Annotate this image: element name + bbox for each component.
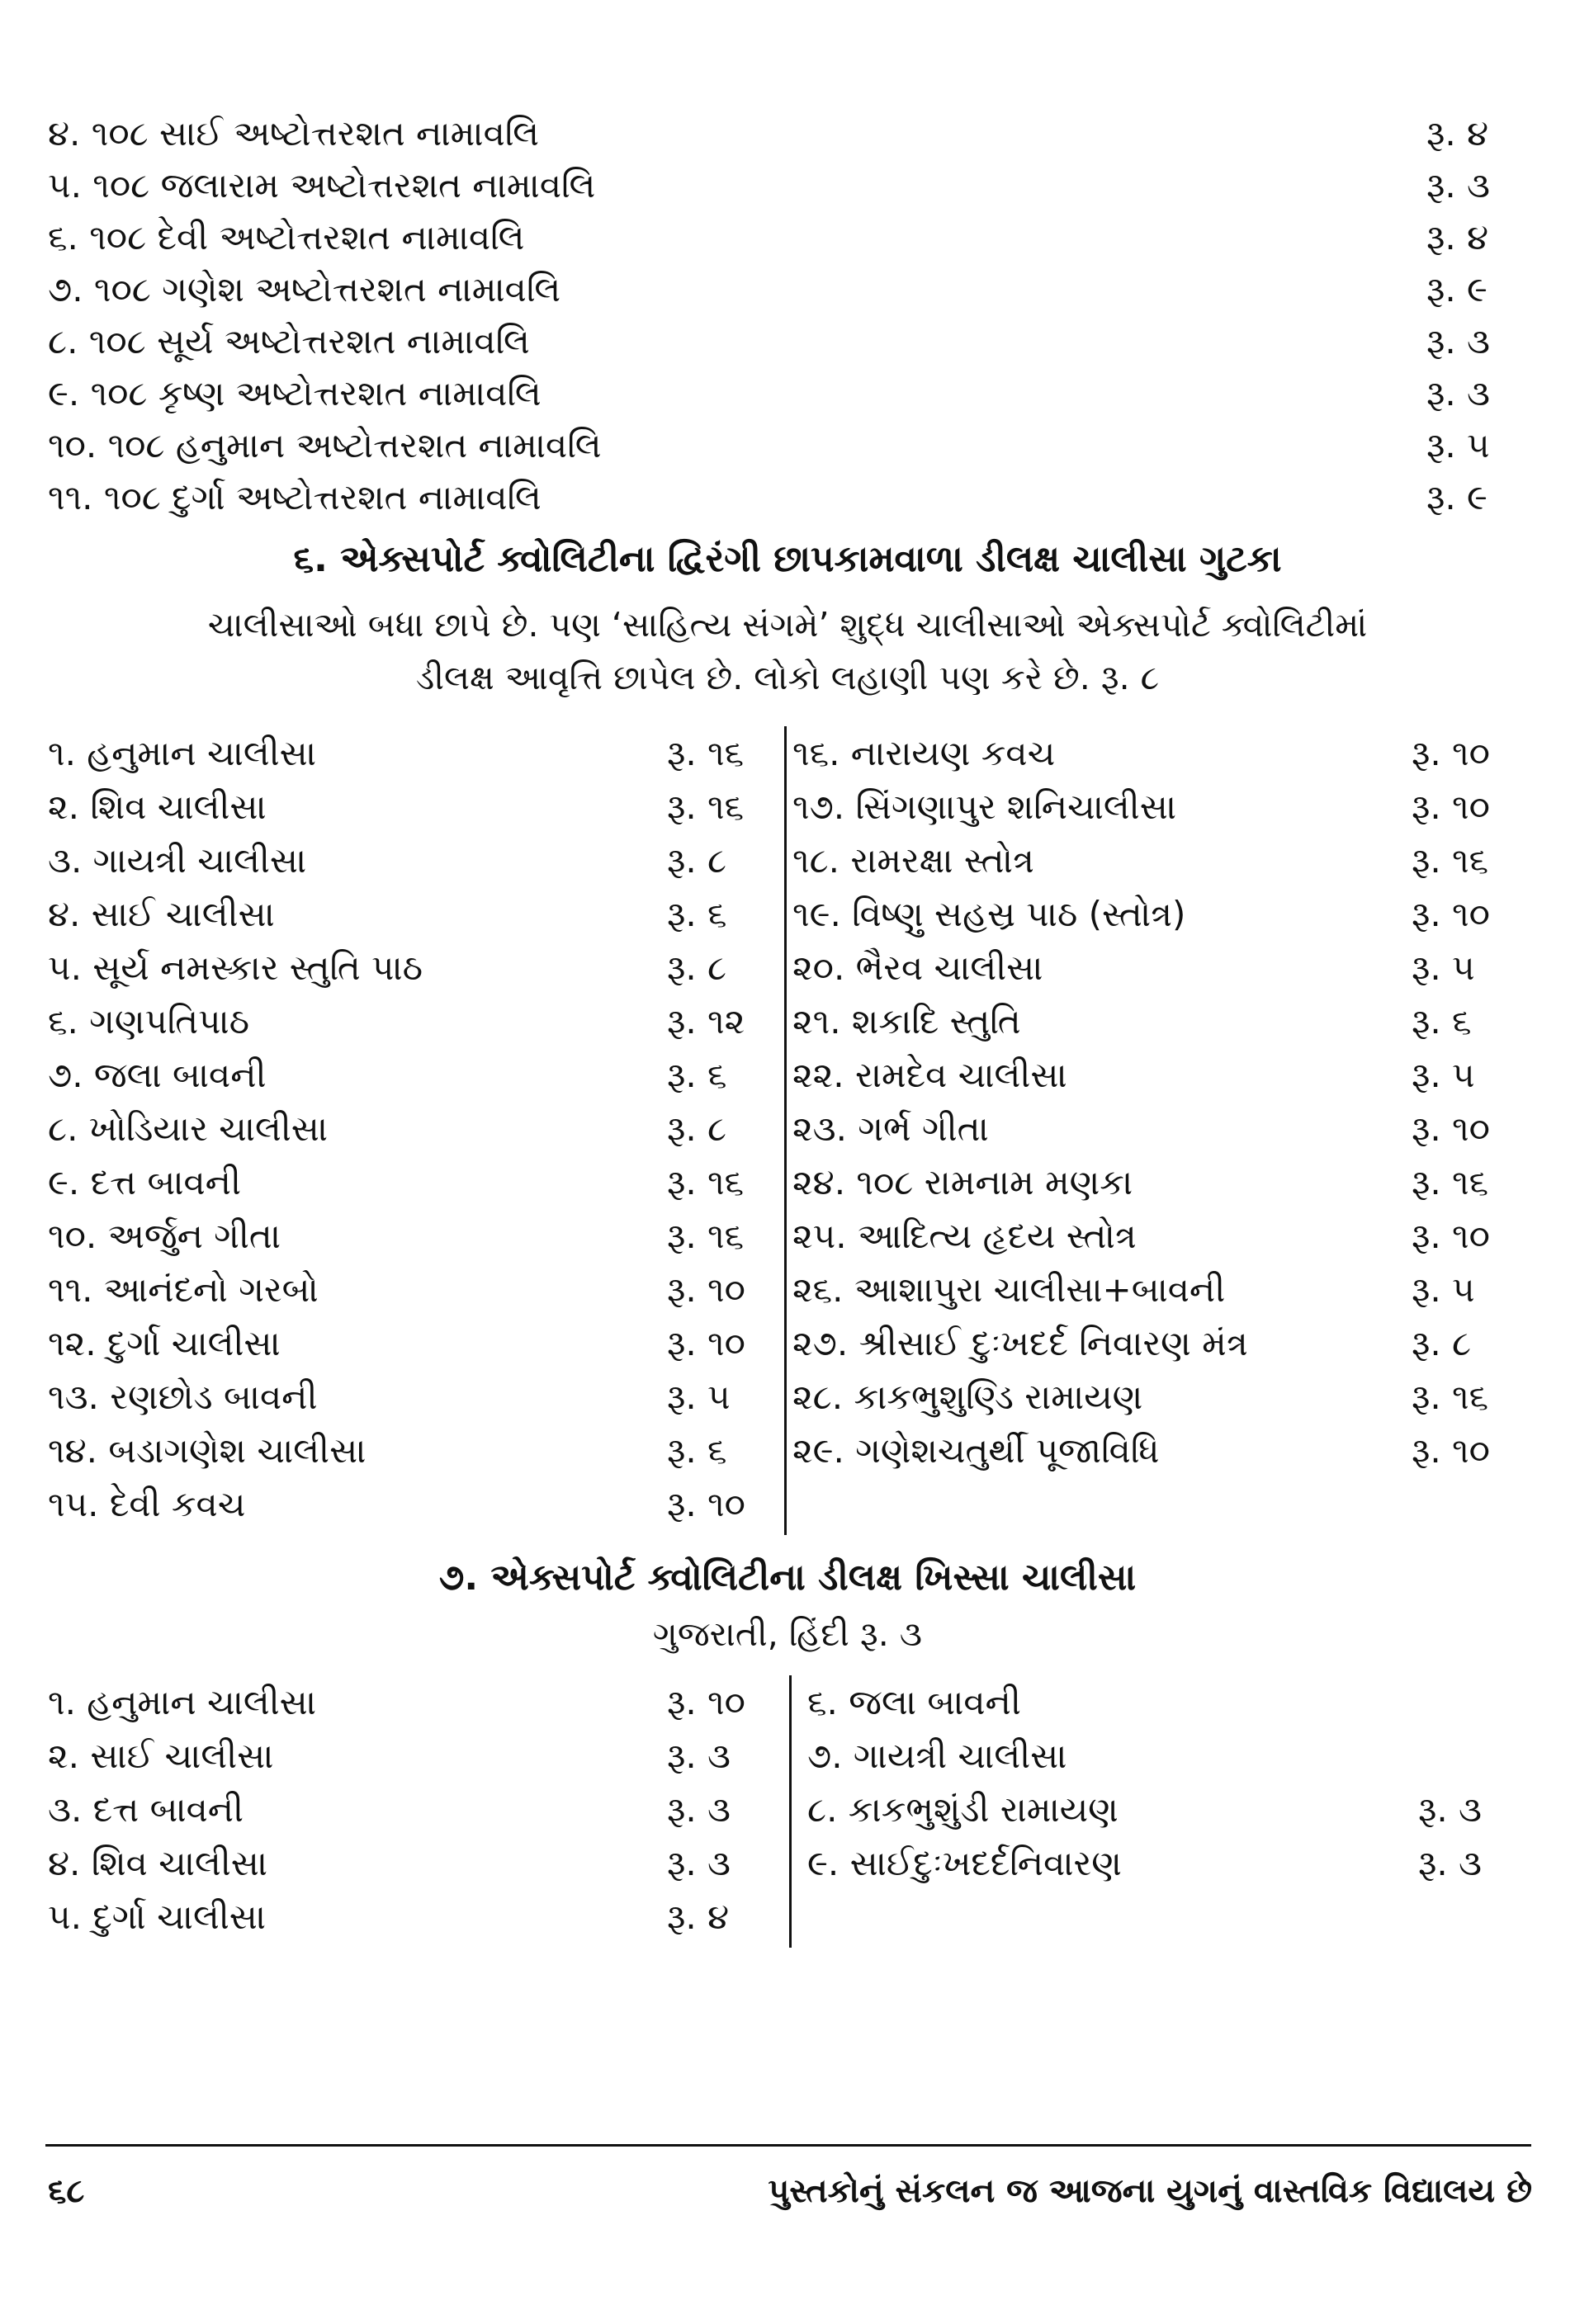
item-title: ૨૭. શ્રીસાઈ દુઃખદર્દ નિવારણ મંત્ર [792,1322,1248,1363]
item-title: ૯. સાઈદુઃખદર્દનિવારણ [807,1842,1122,1883]
section-7-title: ૭. એક્સપોર્ટ ક્વોલિટીના ડીલક્ષ ખિસ્સા ચાલીસા [438,1556,1137,1599]
item-title: ૧૫. દેવી કવચ [48,1483,246,1524]
item-price: રૂ. ૧૬ [667,1215,745,1256]
item-price: રૂ. ૩ [1418,1788,1483,1830]
item-title: ૨૩. ગર્ભ ગીતા [792,1108,989,1149]
list-item [48,1155,783,1209]
item-title: ૮. ૧૦૮ સૂર્ય અષ્ટોત્તરશત નામાવલિ [48,320,530,361]
list-item [48,211,1525,263]
item-title: ૩. દત્ત બાવની [48,1788,244,1830]
list-item [48,1316,783,1370]
list-item [792,941,1527,994]
item-title: ૨. સાઈ ચાલીસા [48,1735,274,1776]
list-item [792,726,1527,780]
item-price: રૂ. ૩ [1418,1842,1483,1883]
item-price: રૂ. ૧૦ [1412,1215,1490,1256]
item-title: ૨૯. ગણેશચતુર્થી પૂજાવિધિ [792,1429,1160,1471]
item-price: રૂ. ૮ [667,947,727,988]
list-item [48,1729,783,1783]
list-item [48,1890,783,1944]
item-title: ૭. ગાયત્રી ચાલીસા [807,1735,1067,1776]
item-price: રૂ. ૩ [1426,164,1491,205]
item-title: ૨૨. રામદેવ ચાલીસા [792,1054,1067,1095]
list-item [807,1836,1534,1890]
item-price: રૂ. ૪ [1426,112,1489,154]
item-price: રૂ. ૧૦ [667,1681,745,1722]
item-price: રૂ. ૧૦ [667,1268,745,1310]
item-price: રૂ. ૧૬ [1412,1376,1489,1417]
section-6-title: ૬. એક્સપોર્ટ ક્વોલિટીના દ્વિરંગી છાપકામવાળા ડીલક્ષ ચાલીસા ગુટકા [293,538,1282,580]
item-title: ૧૦. ૧૦૮ હનુમાન અષ્ટોત્તરશત નામાવલિ [48,424,602,465]
list-item [807,1675,1534,1729]
footer-motto: પુસ્તકોનું સંકલન જ આજના યુગનું વાસ્તવિક વિદ્યાલય છે [768,2172,1532,2210]
list-item [48,315,1525,367]
list-item [48,107,1525,159]
list-item [792,1424,1527,1477]
item-price: રૂ. ૧૦ [1412,786,1490,827]
list-item [48,726,783,780]
item-title: ૧૪. બડાગણેશ ચાલીસા [48,1429,367,1471]
page-number: ૬૮ [48,2172,85,2210]
list-item [792,1048,1527,1102]
item-title: ૧૧. ૧૦૮ દુર્ગા અષ્ટોત્તરશત નામાવલિ [48,476,542,517]
list-item [48,1048,783,1102]
item-price: રૂ. ૬ [667,893,727,934]
item-title: ૪. શિવ ચાલીસા [48,1842,268,1883]
item-price: રૂ. ૧૬ [667,786,745,827]
item-title: ૪. સાઈ ચાલીસા [48,893,275,934]
list-item [48,1477,783,1531]
item-title: ૨૫. આદિત્ય હૃદય સ્તોત્ર [792,1215,1137,1256]
item-title: ૨૪. ૧૦૮ રામનામ મણકા [792,1161,1133,1202]
item-title: ૧૯. વિષ્ણુ સહસ્ર પાઠ (સ્તોત્ર) [792,893,1186,934]
item-price: રૂ. ૧૦ [667,1322,745,1363]
item-price: રૂ. ૮ [667,839,727,881]
item-price: રૂ. ૧૬ [667,732,745,773]
item-price: રૂ. ૫ [1412,1268,1475,1310]
item-price: રૂ. ૧૬ [1412,839,1489,881]
list-item [48,159,1525,211]
list-item [807,1783,1534,1836]
item-title: ૧૭. સિંગણાપુર શનિચાલીસા [792,786,1177,827]
item-price: રૂ. ૩ [667,1788,731,1830]
list-item [792,994,1527,1048]
item-title: ૯. ૧૦૮ કૃષ્ણ અષ્ટોત્તરશત નામાવલિ [48,372,542,413]
item-price: રૂ. ૩ [1426,320,1491,361]
item-title: ૫. ૧૦૮ જલારામ અષ્ટોત્તરશત નામાવલિ [48,164,596,205]
item-title: ૧૩. રણછોડ બાવની [48,1376,318,1417]
item-title: ૧૬. નારાયણ કવચ [792,732,1056,773]
item-price: રૂ. ૬ [667,1054,727,1095]
item-title: ૯. દત્ત બાવની [48,1161,241,1202]
list-item [48,1675,783,1729]
list-item [48,1783,783,1836]
item-title: ૧૨. દુર્ગા ચાલીસા [48,1322,281,1363]
footer-rule [45,2144,1531,2147]
item-price: રૂ. ૩ [1426,372,1491,413]
item-title: ૬. ગણપતિપાઠ [48,1000,250,1042]
item-title: ૪. ૧૦૮ સાઈ અષ્ટોત્તરશત નામાવલિ [48,112,539,154]
item-title: ૧૧. આનંદનો ગરબો [48,1268,319,1310]
item-price: રૂ. ૧૦ [667,1483,745,1524]
list-item [792,887,1527,941]
list-item [792,834,1527,887]
section-6-table [48,726,1527,1531]
item-price: રૂ. ૬ [1412,1000,1472,1042]
list-item [48,1102,783,1155]
item-price: રૂ. ૫ [1426,424,1490,465]
item-price: રૂ. ૧૦ [1412,1429,1490,1471]
item-price: રૂ. ૩ [667,1842,731,1883]
item-title: ૨૮. કાકભુશુણ્ડિ રામાયણ [792,1376,1143,1417]
list-item [48,887,783,941]
list-item [48,994,783,1048]
list-item [792,1263,1527,1316]
item-title: ૬. જલા બાવની [807,1681,1021,1722]
section-7-right-column [783,1675,1534,1944]
item-title: ૧. હનુમાન ચાલીસા [48,732,316,773]
item-title: ૫. દુર્ગા ચાલીસા [48,1896,267,1937]
item-price: રૂ. ૩ [667,1735,731,1776]
item-price: રૂ. ૪ [1426,216,1489,257]
item-title: ૮. ખોડિયાર ચાલીસા [48,1108,329,1149]
item-title: ૨૧. શકાદિ સ્તુતિ [792,1000,1021,1042]
item-title: ૭. જલા બાવની [48,1054,267,1095]
item-title: ૧. હનુમાન ચાલીસા [48,1681,316,1722]
list-item [807,1729,1534,1783]
item-title: ૨૦. ભૈરવ ચાલીસા [792,947,1043,988]
list-item [48,1263,783,1316]
list-item [48,834,783,887]
item-price: રૂ. ૪ [667,1896,730,1937]
section-6-left-column [48,726,783,1531]
section-7-left-column [48,1675,783,1944]
section-7-subtitle: ગુજરાતી, હિંદી રૂ. ૩ [652,1614,923,1654]
item-title: ૨. શિવ ચાલીસા [48,786,267,827]
item-price: રૂ. ૫ [667,1376,731,1417]
list-item [48,1209,783,1263]
section-6-column-divider [784,726,787,1535]
list-item [48,263,1525,315]
item-price: રૂ. ૧૨ [667,1000,745,1042]
list-item [792,1102,1527,1155]
item-price: રૂ. ૫ [1412,1054,1475,1095]
section-7-column-divider [789,1675,792,1948]
item-title: ૩. ગાયત્રી ચાલીસા [48,839,307,881]
list-item [792,1316,1527,1370]
nāmāvali-list [48,107,1525,523]
item-title: ૧૮. રામરક્ષા સ્તોત્ર [792,839,1034,881]
list-item [48,1424,783,1477]
item-price: રૂ. ૯ [1426,268,1488,309]
list-item [48,941,783,994]
list-item [792,1370,1527,1424]
section-6-desc-line-1: ચાલીસાઓ બધા છાપે છે. પણ ‘સાહિત્ય સંગમે’ શુદ્ધ ચાલીસાઓ એક્સપોર્ટ ક્વોલિટીમાં [207,605,1368,645]
item-price: રૂ. ૧૬ [1412,1161,1489,1202]
item-price: રૂ. ૧૦ [1412,1108,1490,1149]
section-6-right-column [783,726,1527,1531]
list-item [48,780,783,834]
item-price: રૂ. ૬ [667,1429,727,1471]
item-title: ૧૦. અર્જુન ગીતા [48,1215,281,1256]
list-item [792,1209,1527,1263]
section-6-desc-line-2: ડીલક્ષ આવૃત્તિ છાપેલ છે. લોકો લહાણી પણ કરે છે. રૂ. ૮ [415,658,1160,697]
item-price: રૂ. ૮ [667,1108,727,1149]
list-item [48,1370,783,1424]
item-title: ૬. ૧૦૮ દેવી અષ્ટોત્તરશત નામાવલિ [48,216,525,257]
item-title: ૫. સૂર્ય નમસ્કાર સ્તુતિ પાઠ [48,947,423,988]
item-title: ૭. ૧૦૮ ગણેશ અષ્ટોત્તરશત નામાવલિ [48,268,561,309]
item-price: રૂ. ૮ [1412,1322,1472,1363]
list-item [48,419,1525,471]
item-price: રૂ. ૫ [1412,947,1475,988]
list-item [792,780,1527,834]
item-title: ૨૬. આશાપુરા ચાલીસા+બાવની [792,1268,1226,1310]
list-item [48,471,1525,523]
item-price: રૂ. ૯ [1426,476,1488,517]
item-price: રૂ. ૧૬ [667,1161,745,1202]
list-item [48,367,1525,419]
item-title: ૮. કાકભુશુંડી રામાયણ [807,1788,1119,1830]
list-item [792,1155,1527,1209]
item-price: રૂ. ૧૦ [1412,732,1490,773]
item-price: રૂ. ૧૦ [1412,893,1490,934]
list-item [48,1836,783,1890]
